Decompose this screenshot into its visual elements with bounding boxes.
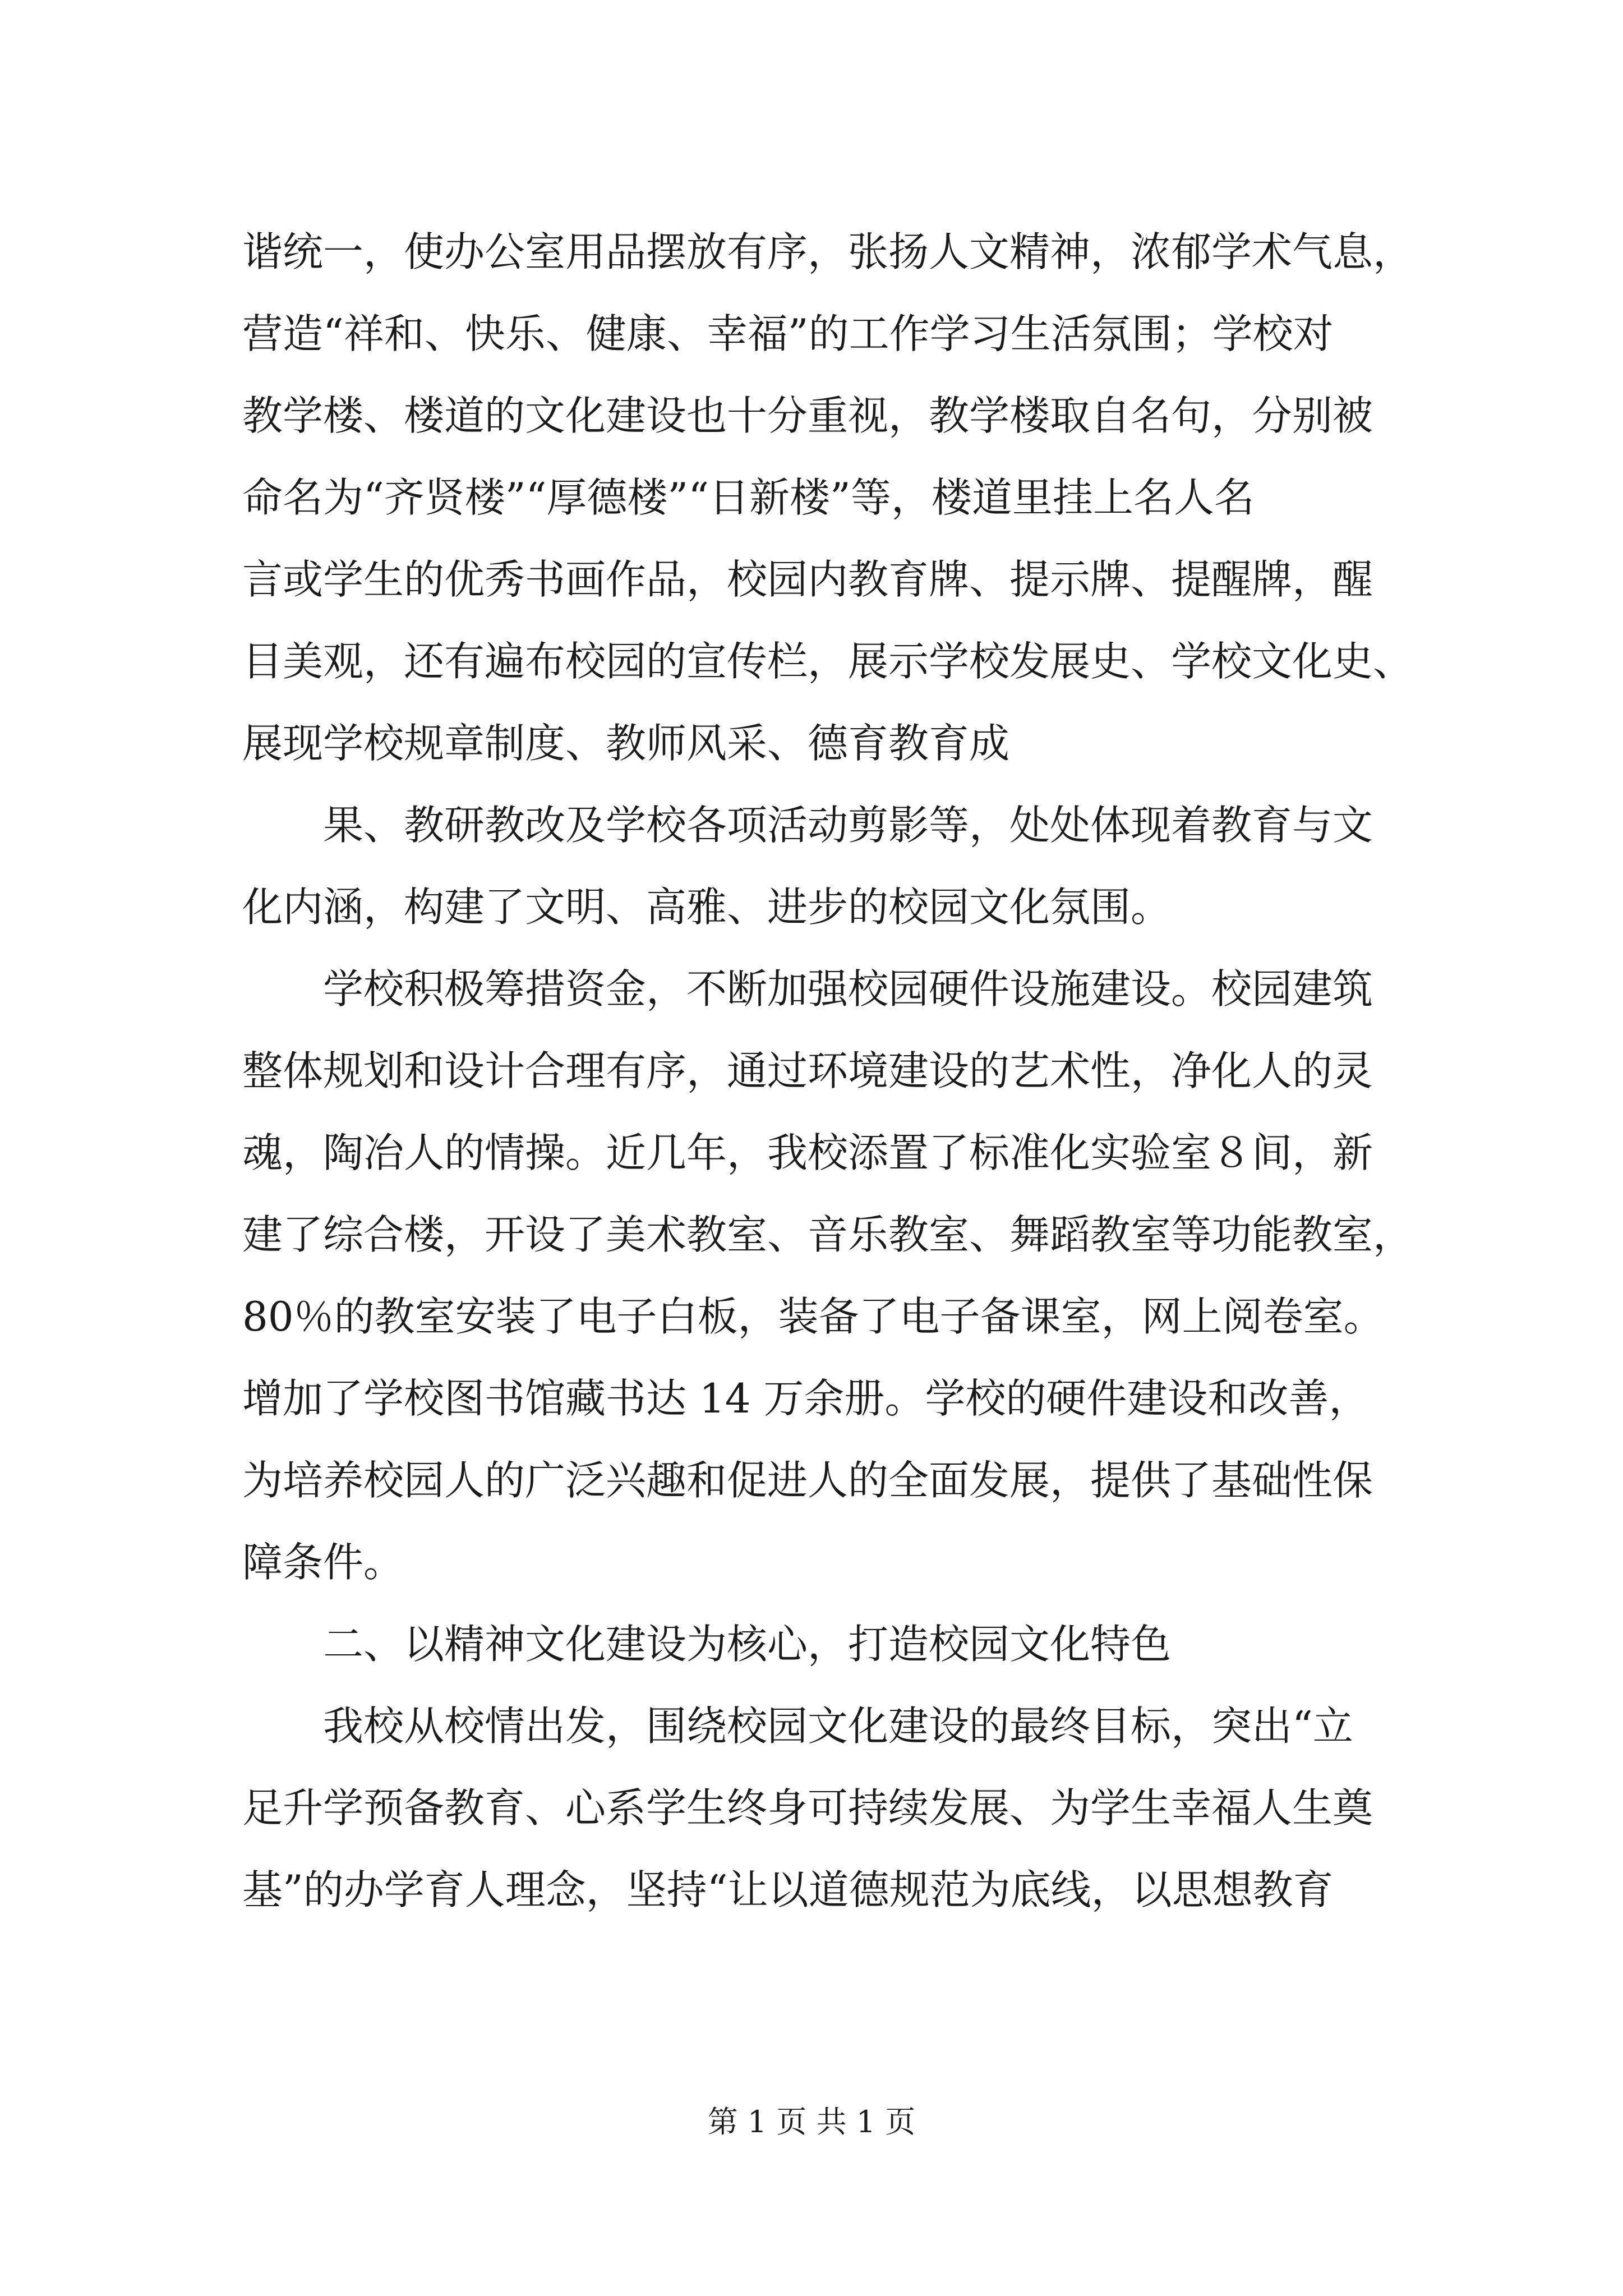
text-line: 学校积极筹措资金，不断加强校园硬件设施建设。校园建筑 xyxy=(242,965,1373,1013)
text-line: 命名为“齐贤楼”“厚德楼”“日新楼”等，楼道里挂上名人名 xyxy=(242,474,1255,521)
text-line: 80％的教室安装了电子白板，装备了电子备课室，网上阅卷室。 xyxy=(242,1293,1384,1340)
text-line: 谐统一，使办公室用品摆放有序，张扬人文精神，浓郁学术气息， xyxy=(242,228,1414,275)
text-line: 果、教研教改及学校各项活动剪影等，处处体现着教育与文 xyxy=(242,802,1373,849)
body-text xyxy=(242,211,1414,1931)
text-line: 建了综合楼，开设了美术教室、音乐教室、舞蹈教室等功能教室， xyxy=(242,1211,1414,1258)
text-line: 为培养校园人的广泛兴趣和促进人的全面发展，提供了基础性保 xyxy=(242,1457,1373,1504)
text-line: 言或学生的优秀书画作品，校园内教育牌、提示牌、提醒牌，醒 xyxy=(242,556,1373,603)
text-line: 营造“祥和、快乐、健康、幸福”的工作学习生活氛围；学校对 xyxy=(242,310,1334,357)
text-line: 整体规划和设计合理有序，通过环境建设的艺术性，净化人的灵 xyxy=(242,1047,1373,1094)
page-footer xyxy=(0,2102,1623,2142)
text-line: 增加了学校图书馆藏书达 14 万余册。学校的硬件建设和改善， xyxy=(242,1375,1370,1422)
text-line: 目美观，还有遍布校园的宣传栏，展示学校发展史、学校文化史、 xyxy=(242,638,1414,685)
text-line: 展现学校规章制度、教师风采、德育教育成 xyxy=(242,720,1010,767)
text-line: 魂，陶冶人的情操。近几年，我校添置了标准化实验室８间，新 xyxy=(242,1129,1373,1176)
text-line: 我校从校情出发，围绕校园文化建设的最终目标，突出“立 xyxy=(242,1703,1353,1750)
text-line: 障条件。 xyxy=(242,1539,404,1586)
text-line: 教学楼、楼道的文化建设也十分重视，教学楼取自名句，分别被 xyxy=(242,392,1373,439)
page-number-label: 第 1 页 共 1 页 xyxy=(707,2104,916,2139)
text-line: 化内涵，构建了文明、高雅、进步的校园文化氛围。 xyxy=(242,884,1172,931)
text-line: 基”的办学育人理念，坚持“让以道德规范为底线，以思想教育 xyxy=(242,1866,1334,1913)
text-line: 足升学预备教育、心系学生终身可持续发展、为学生幸福人生奠 xyxy=(242,1784,1373,1832)
section-heading: 二、以精神文化建设为核心，打造校园文化特色 xyxy=(242,1621,1172,1668)
